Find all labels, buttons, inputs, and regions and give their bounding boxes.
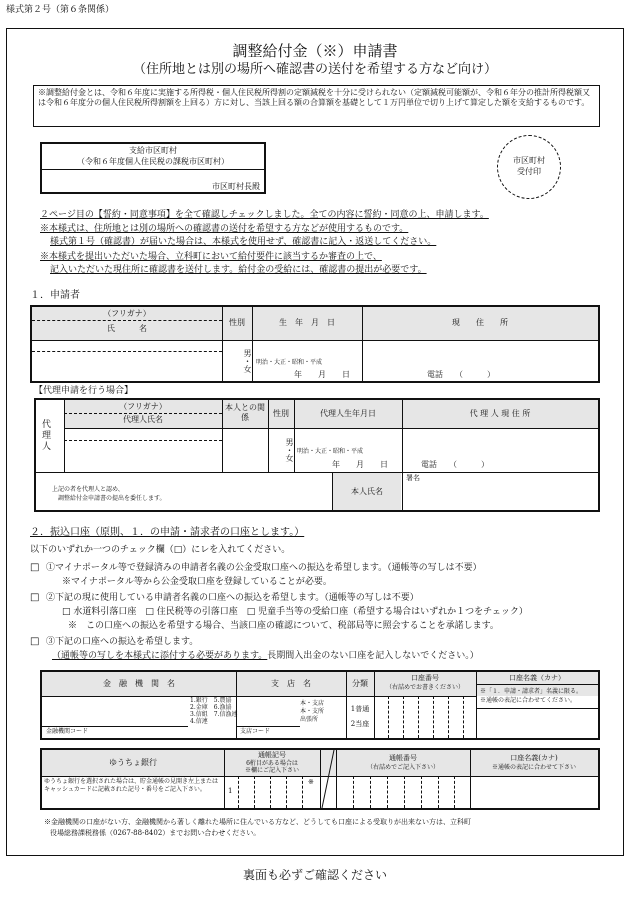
agent-heading: 【代理申請を行う場合】	[34, 386, 134, 396]
agent-furigana-label: （フリガナ）	[119, 402, 167, 411]
delegation-line1: 上記の者を代理人と認め、	[52, 486, 124, 493]
delegation-line2: 調整給付金申請書の提出を委任します。	[58, 495, 166, 502]
account-holder-note1: ※「１．申請・請求者」名義に限る。	[480, 688, 583, 695]
reception-stamp	[497, 135, 561, 199]
account-number-label: 口座番号	[411, 674, 439, 682]
signature-label: 署名	[406, 474, 420, 482]
yucho-kigo-first-digit: 1	[228, 787, 233, 795]
branch-type-1[interactable]: 本・支店	[300, 700, 325, 707]
yucho-kigo-note1: 6桁目がある場合は	[246, 760, 298, 767]
applicant-heading: １．申請者	[30, 290, 80, 301]
yucho-kigo-note2: ※欄にご記入下さい	[244, 767, 299, 774]
applicant-eras[interactable]: 明治・大正・昭和・平成	[256, 359, 323, 366]
account-number-note: （右詰めでお書きください）	[385, 684, 464, 691]
account-type-label: 分類	[352, 679, 368, 688]
back-page-note: 裏面も必ずご確認ください	[242, 868, 387, 882]
agent-address-label: 代 理 人 現 住 所	[469, 409, 531, 418]
bank-type-3[interactable]: 3.信組 7.信漁連	[190, 711, 238, 718]
mayor-label: 市区町村長殿	[212, 182, 260, 191]
account-table	[40, 670, 600, 740]
stamp-line1: 市区町村	[513, 156, 545, 165]
agent-relation-label: 本人との関係	[225, 403, 265, 422]
branch-type-2[interactable]: 本・支所	[300, 708, 325, 715]
yucho-description: ゆうちょ銀行を選択された場合は、貯金通帳の見開き左上またはキャッシュカードに記載された記号・番号をご記入下さい。	[44, 778, 219, 793]
agent-eras[interactable]: 明治・大正・昭和・平成	[297, 448, 364, 455]
yucho-label: ゆうちょ銀行	[109, 758, 157, 767]
agent-tel: 電話 （ ）	[421, 460, 489, 469]
payer-sublabel: （令和６年度個人住民税の課税市区町村）	[77, 157, 229, 166]
option2-text: ②下記の現に使用している申請者名義の口座への振込を希望します。（通帳等の写しは不要）	[46, 593, 419, 603]
page-title: 調整給付金（※）申請書	[232, 42, 398, 60]
footer-note-line1: ※金融機関の口座がない方、金融機関から著しく離れた場所に住んでいる方など、どうしても口座による受取りが出来ない方は、立科町	[44, 818, 471, 826]
option2-checkbox[interactable]: □	[30, 592, 40, 603]
applicant-name-label: 氏 名	[107, 324, 147, 333]
yucho-kigo-label: 通帳記号	[258, 751, 286, 759]
account-type-2[interactable]: 2当座	[350, 720, 370, 728]
bank-name-label: 金 融 機 関 名	[103, 679, 175, 688]
agent-gender-label: 性別	[273, 409, 289, 418]
applicant-gender-label: 性別	[229, 318, 245, 327]
applicant-dob-label: 生 年 月 日	[279, 318, 335, 327]
option3-note-underlined: （通帳等の写しを本様式に添付する必要があります。	[52, 651, 268, 661]
branch-name-label: 支 店 名	[271, 679, 311, 688]
applicant-table	[30, 305, 600, 383]
agent-ymd: 年 月 日	[332, 460, 388, 469]
option3-text: ③下記の口座への振込を希望します。	[46, 637, 199, 647]
yucho-divider	[320, 750, 336, 808]
branch-type-3[interactable]: 出張所	[300, 716, 319, 723]
agent-table	[34, 398, 600, 512]
option1-checkbox[interactable]: □	[30, 562, 40, 573]
applicant-gender-options[interactable]: 男・女	[243, 349, 252, 373]
applicant-address-label: 現 住 所	[452, 318, 508, 327]
notice2a: ※本様式を提出いただいた場合、立科町において給付要件に該当するか審査の上で、	[40, 252, 382, 262]
applicant-tel: 電話 （ ）	[427, 370, 495, 379]
payer-box	[40, 142, 266, 194]
payer-label: 支給市区町村	[129, 146, 177, 155]
option3-checkbox[interactable]: □	[30, 636, 40, 647]
bank-type-4[interactable]: 4.信連	[190, 718, 208, 725]
bank-heading: ２．振込口座（原則、１．の申請・請求者の口座とします。）	[30, 527, 305, 538]
yucho-holder-label: 口座名義(カナ)	[510, 754, 558, 762]
bank-instruction: 以下のいずれか一つのチェック欄（□）にレを入れてください。	[30, 545, 291, 555]
bank-type-1[interactable]: 1.銀行 5.農協	[190, 697, 232, 704]
definition-text: ※調整給付金とは、令和６年度に実施する所得税・個人住民税所得割の定額減税を十分に受けられない（定額減税可能額が、令和６年分の推計所得税額又は令和６年度分の個人住民税所得割額を上回る）方に対し、当該上回る額の合算額を基礎として１万円単位で切り上げて算定した額を支給するものです。	[38, 88, 590, 107]
account-type-1[interactable]: 1普通	[350, 705, 370, 713]
form-number: 様式第２号（第６条関係）	[6, 5, 115, 15]
agent-dob-label: 代理人生年月日	[320, 409, 376, 418]
option1-text: ①マイナポータル等で登録済みの申請者名義の公金受取口座への振込を希望します。（通帳等の写しは不要）	[46, 563, 482, 573]
applicant-furigana-label: （フリガナ）	[103, 309, 151, 318]
option3-note: 長期間入出金のない口座を記入しないでください。）	[267, 651, 479, 661]
bank-code-label: 金融機関コード	[46, 728, 89, 735]
notice1b: 様式第１号（確認書）が届いた場合は、本様式を使用せず、確認書に記入・返送してください。	[50, 237, 437, 247]
agent-side-label: 代理人	[42, 420, 52, 452]
account-holder-label: 口座名義（カナ）	[509, 674, 565, 682]
option2-note: ※ この口座への振込を希望する場合、当該口座の確認について、税部局等に照会することを承諾します。	[68, 621, 499, 631]
footer-note-line2: 役場総務課税務係（0267-88-8402）までお問い合わせください。	[50, 829, 261, 837]
stamp-line2: 受付印	[517, 167, 541, 176]
yucho-bango-note: （右詰めでご記入下さい）	[366, 764, 439, 771]
yucho-bango-label: 通帳番号	[389, 754, 417, 762]
yucho-star: ※	[308, 778, 314, 786]
branch-code-label: 支店コード	[240, 728, 271, 735]
page-subtitle: （住所地とは別の場所へ確認書の送付を希望する方など向け）	[132, 62, 497, 77]
agent-gender-options[interactable]: 男・女	[285, 438, 294, 462]
applicant-ymd: 年 月 日	[294, 370, 350, 379]
bank-type-2[interactable]: 2.金庫 6.漁協	[190, 704, 232, 711]
notice1a: ※本様式は、住所地とは別の場所への確認書の送付を希望する方などが使用するものです。	[40, 224, 409, 234]
option2-suboptions[interactable]: □ 水道料引落口座 □ 住民税等の引落口座 □ 児童手当等の受給口座（希望する場合はいずれか１つをチェック）	[62, 607, 528, 617]
yucho-holder-note: ※通帳の表記に合わせて下さい	[491, 764, 576, 771]
account-holder-note2: ※通帳の表記に合わせてください。	[480, 697, 577, 704]
notice2b: 記入いただいた現住所に確認書を送付します。給付金の受給には、確認書の提出が必要です。	[50, 265, 427, 275]
pledge-text: ２ページ目の【誓約・同意事項】を全て確認しチェックしました。全ての内容に誓約・同意の上、申請します。	[40, 210, 489, 220]
principal-name-label: 本人氏名	[351, 487, 383, 496]
definition-box	[33, 85, 600, 127]
agent-name-label: 代理人氏名	[123, 415, 163, 424]
option1-note: ※マイナポータル等から公金受取口座を登録していることが必要。	[62, 577, 332, 587]
yucho-table	[40, 748, 600, 810]
